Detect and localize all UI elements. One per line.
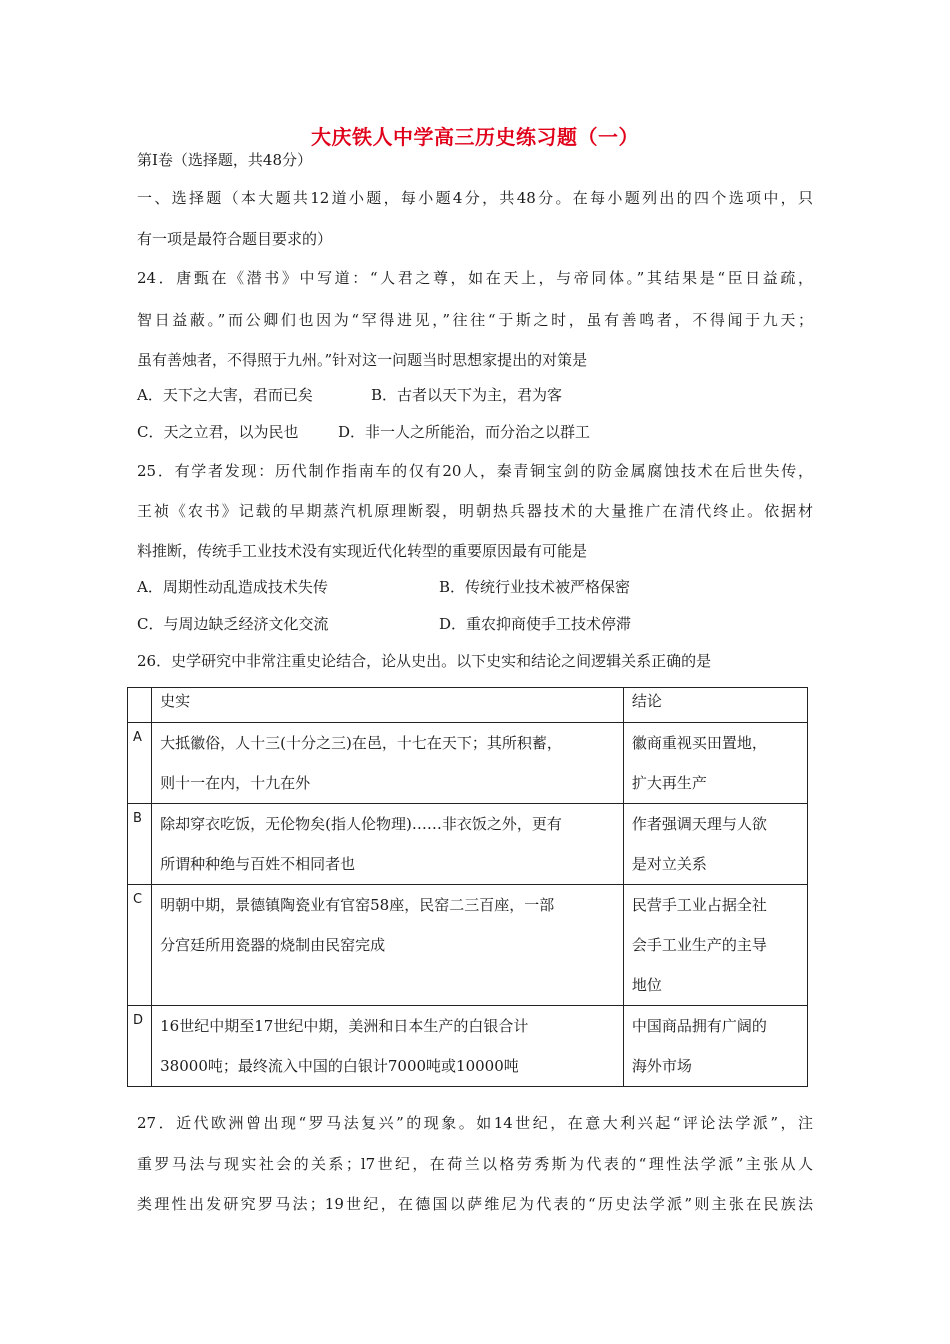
q25-stem-line-1: 25．有学者发现：历代制作指南车的仅有20人，秦青铜宝剑的防金属腐蚀技术在后世失传， [137,462,813,480]
q24-option-b: B．古者以天下为主，君为客 [371,386,563,404]
row-fact-line: 除却穿衣吃饭，无伦物矣(指人伦物理)……非衣饭之外，更有 [160,815,562,833]
q24-option-a: A．天下之大害，君而已矣 [137,386,313,404]
row-fact [152,723,624,804]
row-conclusion [623,723,807,804]
table-header-row [128,688,808,723]
row-fact-line: 16世纪中期至17世纪中期，美洲和日本生产的白银合计 [160,1017,529,1035]
row-conclusion-line: 会手工业生产的主导 [631,936,767,954]
page-title: 大庆铁人中学高三历史练习题（一） [311,125,639,149]
row-fact-line: 所谓种种绝与百姓不相同者也 [160,855,356,873]
q25-stem-line-2: 王祯《农书》记载的早期蒸汽机原理断裂，明朝热兵器技术的大量推广在清代终止。依据材 [137,502,813,520]
table-header-label-cell [128,688,152,723]
row-label: B [128,804,152,885]
q25-option-b: B．传统行业技术被严格保密 [439,578,631,596]
row-label: C [128,885,152,1006]
instructions-line-2: 有一项是最符合题目要求的） [137,230,333,248]
row-conclusion-line: 地位 [631,976,662,994]
q25-option-c: C．与周边缺乏经济文化交流 [137,615,329,633]
table-row [128,1006,808,1087]
q25-option-d: D．重农抑商使手工技术停滞 [439,615,632,633]
row-fact-line: 分宫廷所用瓷器的烧制由民窑完成 [160,936,386,954]
q25-stem-line-3: 料推断，传统手工业技术没有实现近代化转型的重要原因最有可能是 [137,542,588,560]
row-label: A [128,723,152,804]
row-conclusion-line: 海外市场 [631,1057,692,1075]
q24-option-c: C．天之立君，以为民也 [137,423,299,441]
row-conclusion-line: 徽商重视买田置地， [631,734,767,752]
row-conclusion-line: 中国商品拥有广阔的 [631,1017,767,1035]
q27-stem-line-3: 类理性出发研究罗马法；19世纪，在德国以萨维尼为代表的“历史法学派”则主张在民族法 [137,1195,813,1213]
table-row [128,723,808,804]
row-conclusion [623,885,807,1006]
table-header-conclusion: 结论 [623,688,807,723]
row-conclusion-line: 是对立关系 [631,855,707,873]
q27-stem-line-1: 27．近代欧洲曾出现“罗马法复兴”的现象。如14世纪，在意大利兴起“评论法学派”，注 [137,1114,813,1132]
section-label: 第Ⅰ卷（选择题，共48分） [137,151,313,169]
q24-option-d: D．非一人之所能治，而分治之以群工 [338,423,591,441]
row-conclusion [623,1006,807,1087]
table-header-fact: 史实 [152,688,624,723]
row-fact-line: 明朝中期，景德镇陶瓷业有官窑58座，民窑二三百座，一部 [160,896,555,914]
row-label: D [128,1006,152,1087]
row-fact [152,885,624,1006]
row-fact [152,1006,624,1087]
q24-stem-line-2: 智日益蔽。”而公卿们也因为“罕得进见，”往往“于斯之时，虽有善鸣者，不得闻于九天； [137,311,813,329]
q26-table [127,687,808,1087]
q27-stem-line-2: 重罗马法与现实社会的关系；l7世纪，在荷兰以格劳秀斯为代表的“理性法学派”主张从人 [137,1155,813,1173]
row-conclusion [623,804,807,885]
row-fact-line: 则十一在内，十九在外 [160,774,311,792]
q24-stem-line-3: 虽有善烛者，不得照于九州。”针对这一问题当时思想家提出的对策是 [137,351,588,369]
row-fact-line: 38000吨；最终流入中国的白银计7000吨或10000吨 [160,1057,519,1075]
row-conclusion-line: 作者强调天理与人欲 [631,815,767,833]
row-fact-line: 大抵徽俗，人十三(十分之三)在邑，十七在天下；其所积蓄， [160,734,562,752]
row-conclusion-line: 民营手工业占据全社 [631,896,767,914]
row-conclusion-line: 扩大再生产 [631,774,707,792]
table-row [128,885,808,1006]
q24-stem-line-1: 24．唐甄在《潜书》中写道：“人君之尊，如在天上，与帝同体。”其结果是“臣日益疏， [137,269,813,287]
instructions-line-1: 一、选择题（本大题共12道小题，每小题4分，共48分。在每小题列出的四个选项中，只 [137,189,813,207]
row-fact [152,804,624,885]
q25-option-a: A．周期性动乱造成技术失传 [137,578,328,596]
q26-stem: 26．史学研究中非常注重史论结合，论从史出。以下史实和结论之间逻辑关系正确的是 [137,652,712,670]
table-row [128,804,808,885]
